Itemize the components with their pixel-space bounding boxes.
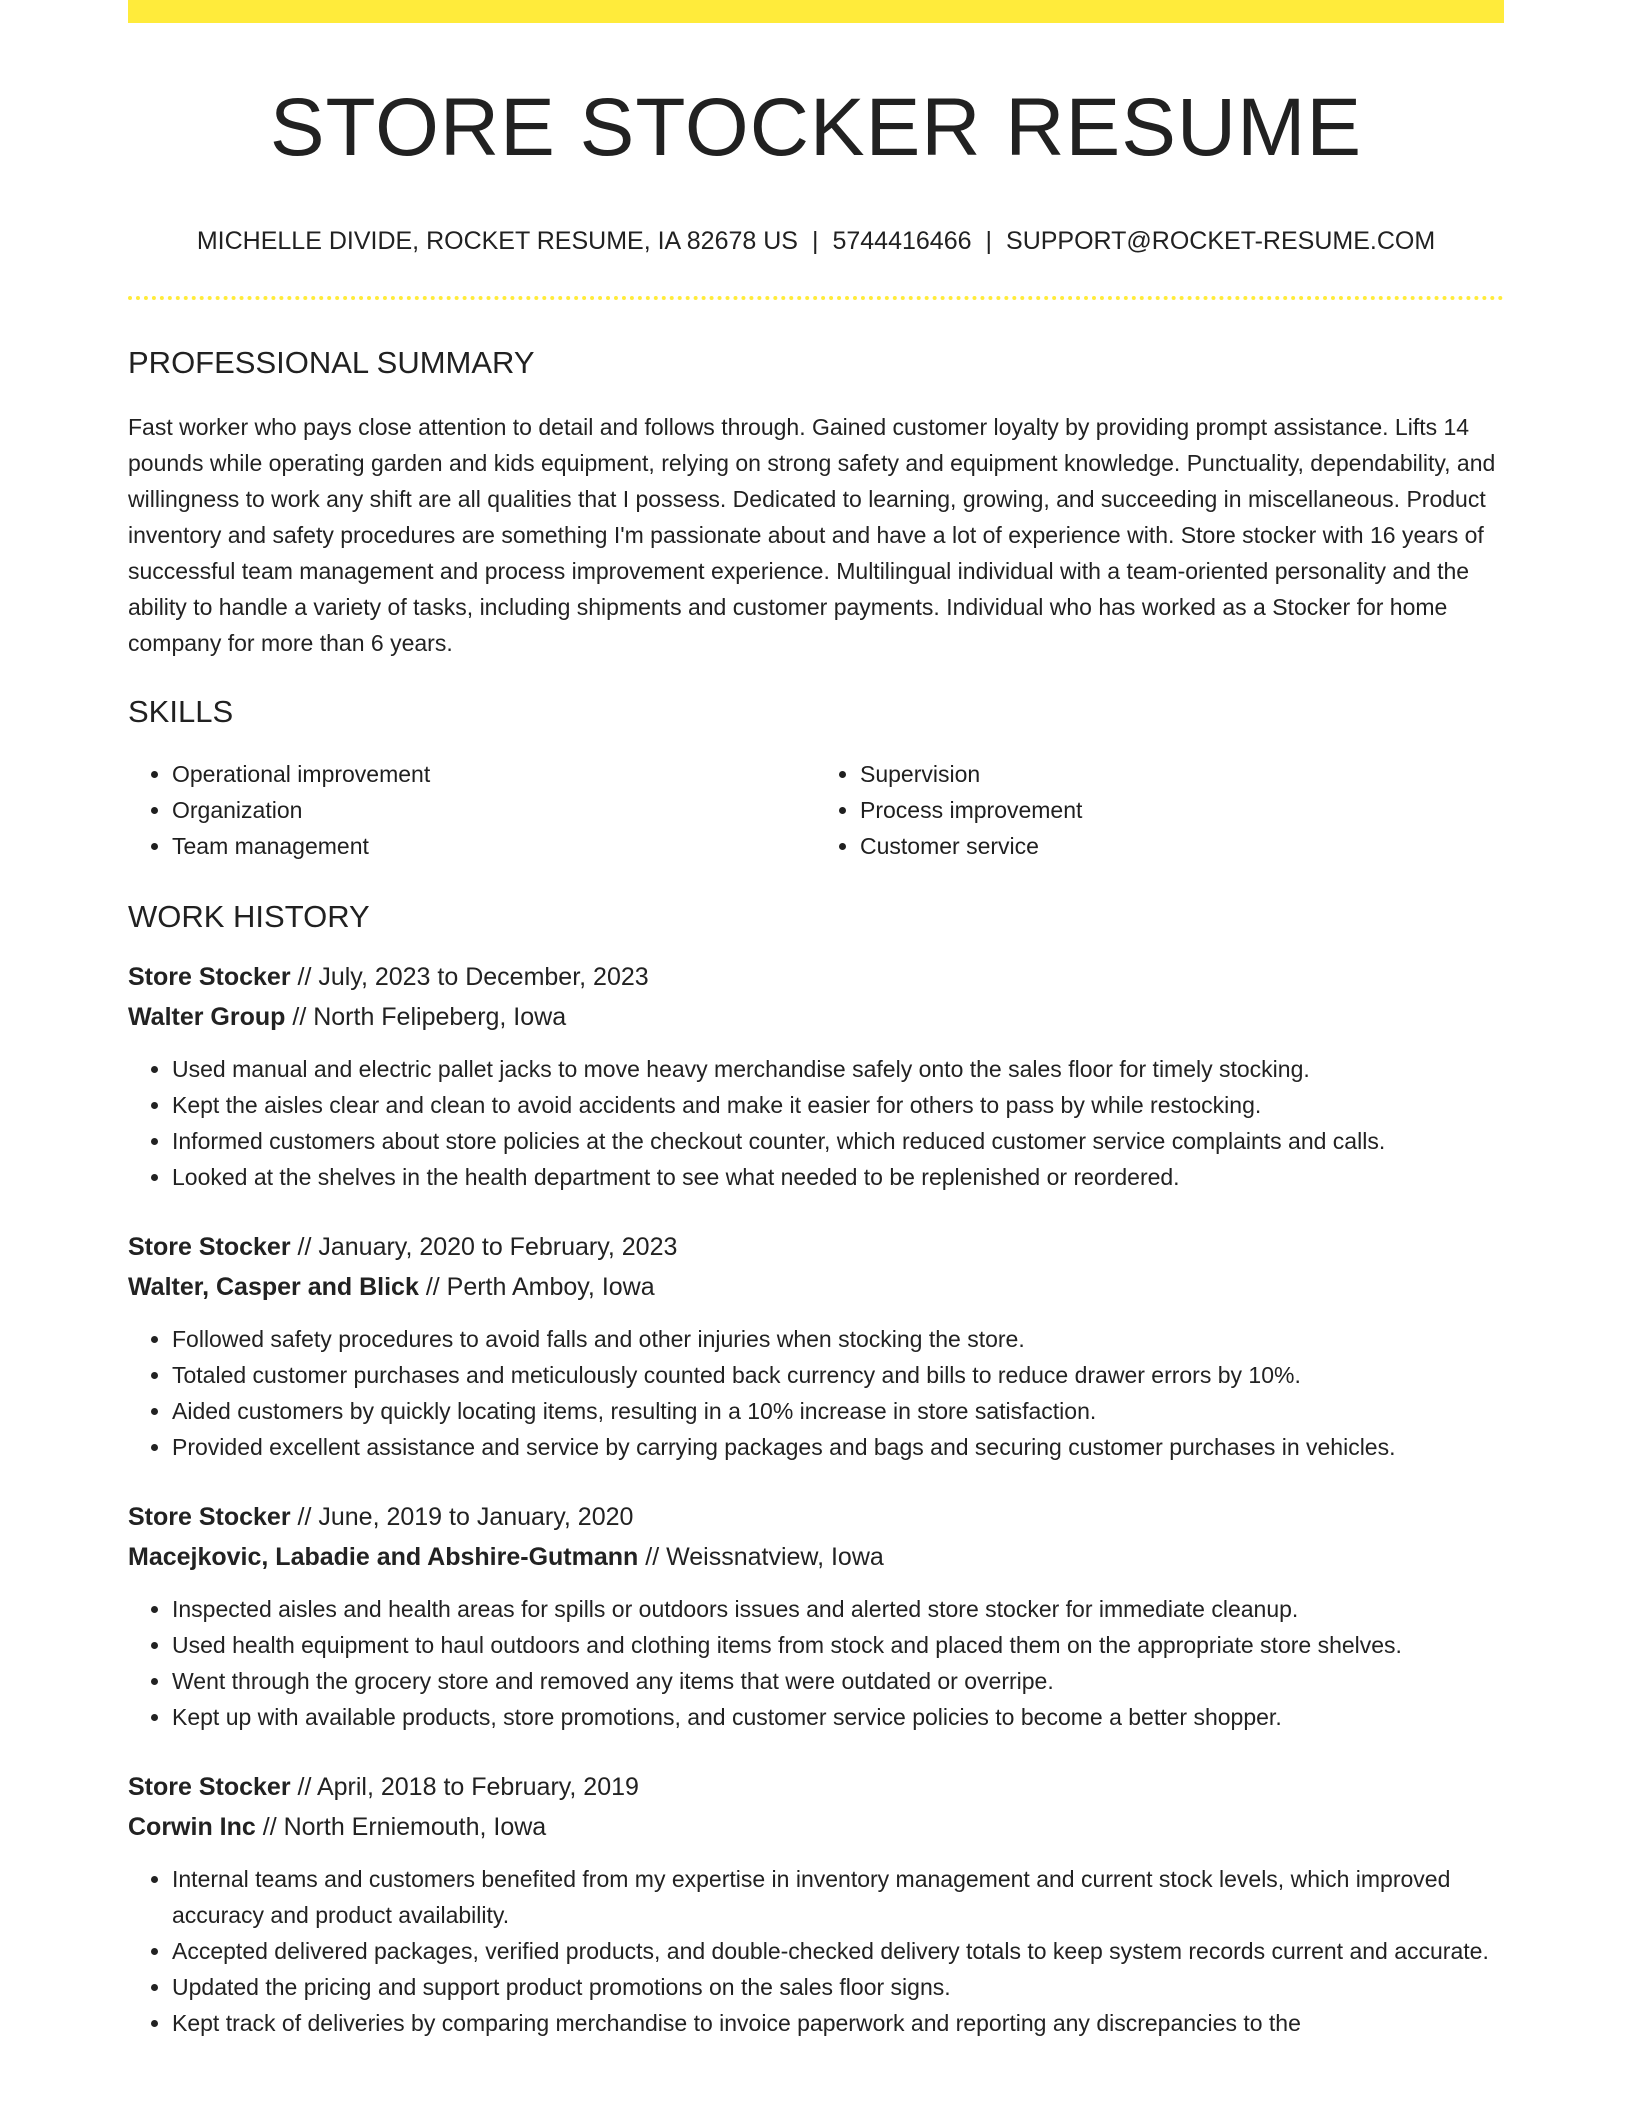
job-bullet: • Internal teams and customers benefited from my expertise in inventory management and current stock levels, which improved accuracy and product availability. xyxy=(172,1861,1504,1933)
job-company: Macejkovic, Labadie and Abshire-Gutmann xyxy=(128,1543,639,1572)
summary-heading: PROFESSIONAL SUMMARY xyxy=(128,344,535,380)
contact-phone: 5744416466 xyxy=(832,227,972,256)
job-role-line xyxy=(128,1497,1504,1537)
job-bullets xyxy=(128,1861,1504,2041)
job-bullet: • Kept up with available products, store promotions, and customer service policies to become a better shopper. xyxy=(172,1699,1504,1735)
skills-heading: SKILLS xyxy=(128,693,234,729)
job-bullet: • Used manual and electric pallet jacks to move heavy merchandise safely onto the sales floor for timely stocking. xyxy=(172,1051,1504,1087)
dotted-divider xyxy=(128,296,1504,300)
job-bullet: • Followed safety procedures to avoid falls and other injuries when stocking the store. xyxy=(172,1321,1504,1357)
job-company-line xyxy=(128,1807,1504,1847)
job-dates: // April, 2018 to February, 2019 xyxy=(297,1773,639,1802)
job-dates: // June, 2019 to January, 2020 xyxy=(297,1503,634,1532)
skill-item: • Organization xyxy=(172,792,816,828)
job-role-line xyxy=(128,957,1504,997)
job-role: Store Stocker xyxy=(128,1233,291,1262)
skills-column-right xyxy=(816,756,1504,864)
job-company: Walter, Casper and Blick xyxy=(128,1273,419,1302)
job-bullet: • Updated the pricing and support product promotions on the sales floor signs. xyxy=(172,1969,1504,2005)
skill-item: • Process improvement xyxy=(860,792,1504,828)
job-bullet: • Aided customers by quickly locating items, resulting in a 10% increase in store satisfaction. xyxy=(172,1393,1504,1429)
job-role: Store Stocker xyxy=(128,1773,291,1802)
job-location: // Weissnatview, Iowa xyxy=(645,1543,884,1572)
contact-address: MICHELLE DIVIDE, ROCKET RESUME, IA 82678 US xyxy=(196,227,798,256)
job-bullet: • Totaled customer purchases and meticulously counted back currency and bills to reduce drawer errors by 10%. xyxy=(172,1357,1504,1393)
skill-item: • Customer service xyxy=(860,828,1504,864)
job-dates: // January, 2020 to February, 2023 xyxy=(297,1233,678,1262)
job-entry xyxy=(128,1497,1504,1735)
job-company: Corwin Inc xyxy=(128,1813,256,1842)
job-location: // North Felipeberg, Iowa xyxy=(292,1003,567,1032)
job-bullet: • Provided excellent assistance and service by carrying packages and bags and securing customer purchases in vehicles. xyxy=(172,1429,1504,1465)
job-entry xyxy=(128,1767,1504,2041)
contact-separator: | xyxy=(811,227,819,256)
job-company-line xyxy=(128,1537,1504,1577)
job-bullet: • Inspected aisles and health areas for spills or outdoors issues and alerted store stocker for immediate cleanup. xyxy=(172,1591,1504,1627)
job-role: Store Stocker xyxy=(128,963,291,992)
job-role-line xyxy=(128,1227,1504,1267)
job-role-line xyxy=(128,1767,1504,1807)
job-bullets xyxy=(128,1321,1504,1465)
skills-grid xyxy=(128,756,1504,864)
contact-line xyxy=(128,225,1504,258)
summary-text: Fast worker who pays close attention to detail and follows through. Gained customer loyalty by providing prompt assistance. Lifts 14 pounds while operating garden and kids equipment, relying on strong safety and equipment knowledge. Punctuality, dependability, and willingness to work any shift are all qualities that I possess. Dedicated to learning, growing, and succeeding in miscellaneous. Product inventory and safety procedures are something I'm passionate about and have a lot of experience with. Store stocker with 16 years of successful team management and process improvement experience. Multilingual individual with a team-oriented personality and the ability to handle a variety of tasks, including shipments and customer payments. Individual who has worked as a Stocker for home company for more than 6 years. xyxy=(128,413,1496,656)
resume-page xyxy=(128,0,1504,2041)
job-company-line xyxy=(128,1267,1504,1307)
job-bullet: • Kept the aisles clear and clean to avoid accidents and make it easier for others to pass by while restocking. xyxy=(172,1087,1504,1123)
job-company-line xyxy=(128,997,1504,1037)
skill-item: • Supervision xyxy=(860,756,1504,792)
job-bullet: • Informed customers about store policies at the checkout counter, which reduced customer service complaints and calls. xyxy=(172,1123,1504,1159)
job-bullet: • Used health equipment to haul outdoors and clothing items from stock and placed them on the appropriate store shelves. xyxy=(172,1627,1504,1663)
skill-item: • Team management xyxy=(172,828,816,864)
contact-email: SUPPORT@ROCKET-RESUME.COM xyxy=(1006,227,1436,256)
job-dates: // July, 2023 to December, 2023 xyxy=(297,963,649,992)
resume-title: STORE STOCKER RESUME xyxy=(269,82,1363,173)
job-entry xyxy=(128,1227,1504,1465)
work-history-heading: WORK HISTORY xyxy=(128,899,370,935)
job-role: Store Stocker xyxy=(128,1503,291,1532)
job-entry xyxy=(128,957,1504,1195)
job-bullet: • Looked at the shelves in the health department to see what needed to be replenished or reordered. xyxy=(172,1159,1504,1195)
job-location: // North Erniemouth, Iowa xyxy=(262,1813,547,1842)
skill-item: • Operational improvement xyxy=(172,756,816,792)
job-bullet: • Went through the grocery store and removed any items that were outdated or overripe. xyxy=(172,1663,1504,1699)
job-bullets xyxy=(128,1051,1504,1195)
job-bullet: • Accepted delivered packages, verified products, and double-checked delivery totals to keep system records current and accurate. xyxy=(172,1933,1504,1969)
skills-column-left xyxy=(128,756,816,864)
job-bullets xyxy=(128,1591,1504,1735)
contact-separator: | xyxy=(985,227,993,256)
job-bullet: • Kept track of deliveries by comparing merchandise to invoice paperwork and reporting any discrepancies to the xyxy=(172,2005,1504,2041)
job-company: Walter Group xyxy=(128,1003,286,1032)
accent-top-bar xyxy=(128,0,1504,23)
job-location: // Perth Amboy, Iowa xyxy=(425,1273,655,1302)
